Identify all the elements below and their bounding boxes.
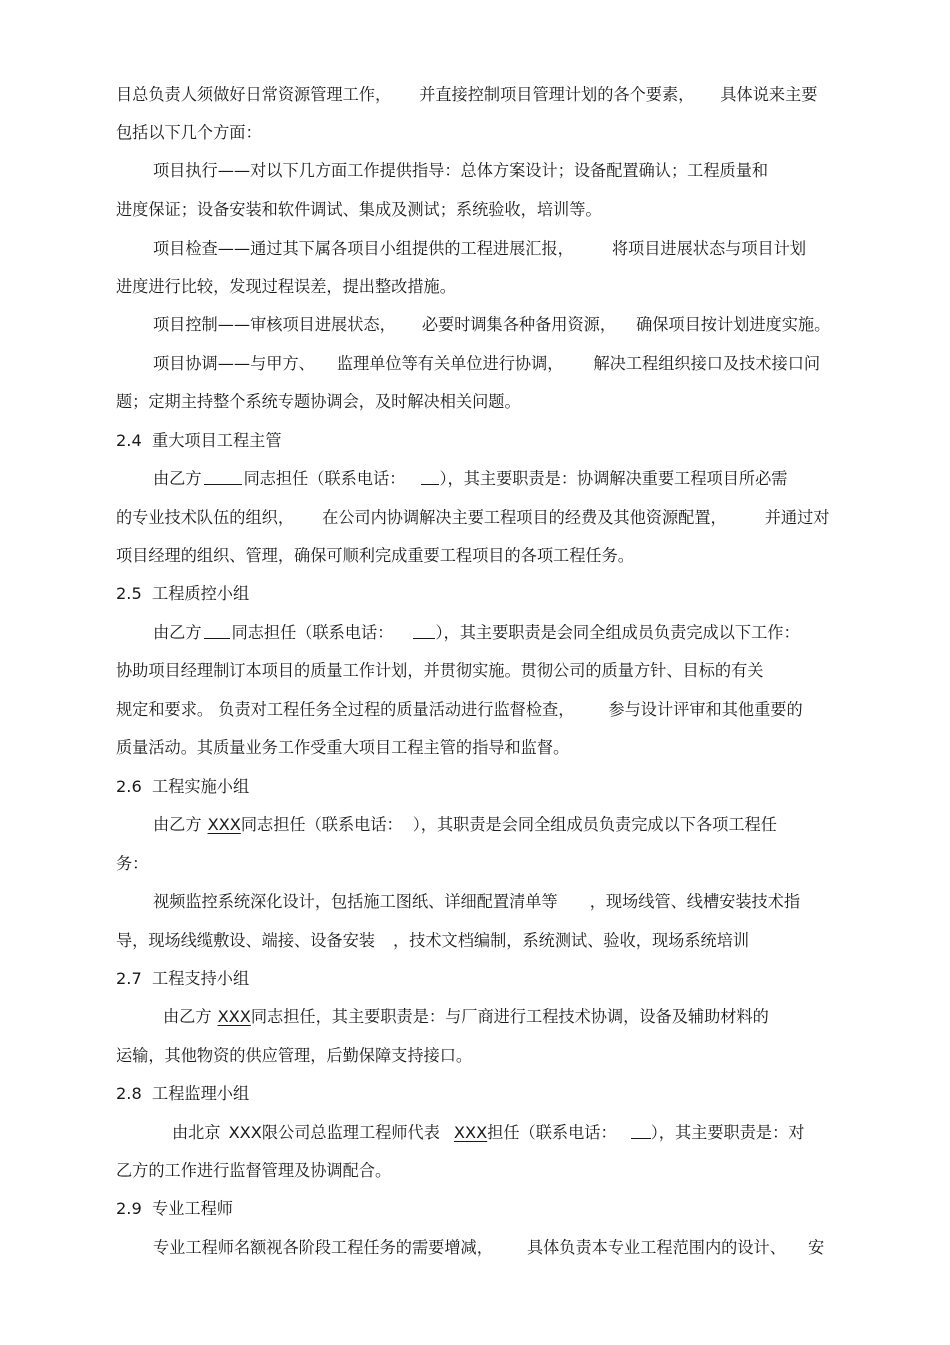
blank-field	[204, 623, 230, 639]
blank-field	[204, 469, 242, 485]
body-text-line: 视频监控系统深化设计，包括施工图纸、详细配置清单等 ，现场线管、线槽安装技术指	[153, 892, 801, 911]
body-text-line: 协助项目经理制订本项目的质量工作计划，并贯彻实施。贯彻公司的质量方针、目标的有关	[116, 661, 764, 680]
section-heading: 2.7 工程支持小组	[116, 969, 250, 988]
body-text-line: 项目协调——与甲方、 监理单位等有关单位进行协调， 解决工程组织接口及技术接口问	[153, 354, 821, 373]
body-text-line: 项目控制——审核项目进展状态， 必要时调集各种备用资源， 确保项目按计划进度实施。	[153, 315, 831, 334]
body-text-line: 由乙方 同志担任（联系电话： ），其主要职责是：协调解决重要工程项目所必需	[153, 469, 788, 488]
blank-field	[413, 623, 435, 639]
section-heading: 2.8 工程监理小组	[116, 1084, 250, 1103]
body-text-line: 专业工程师名额视各阶段工程任务的需要增减， 具体负责本专业工程范围内的设计、 安	[153, 1238, 825, 1257]
blank-field	[421, 469, 439, 485]
body-text-line: 目总负责人须做好日常资源管理工作， 并直接控制项目管理计划的各个要素， 具体说来主要	[116, 85, 818, 104]
body-text-line: 进度保证；设备安装和软件调试、集成及测试；系统验收，培训等。	[116, 200, 602, 219]
body-text-line: 由北京 XXX限公司总监理工程师代表 XXX担任（联系电话： ），其主要职责是：对	[172, 1123, 805, 1142]
body-text-line: 规定和要求。 负责对工程任务全过程的质量活动进行监督检查， 参与设计评审和其他重要的	[116, 700, 803, 719]
body-text-line: 务：	[116, 854, 149, 873]
section-heading: 2.4 重大项目工程主管	[116, 431, 282, 450]
body-text-line: 题；定期主持整个系统专题协调会，及时解决相关问题。	[116, 392, 521, 411]
body-text-line: 由乙方 同志担任（联系电话： ），其主要职责是会同全组成员负责完成以下工作：	[153, 623, 800, 642]
body-text-line: 的专业技术队伍的组织， 在公司内协调解决主要工程项目的经费及其他资源配置， 并通过对	[116, 508, 830, 527]
body-text-line: 包括以下几个方面：	[116, 123, 262, 142]
body-text-line: 项目检查——通过其下属各项目小组提供的工程进展汇报， 将项目进展状态与项目计划	[153, 239, 807, 258]
body-text-line: 由乙方 XXX同志担任（联系电话： ），其职责是会同全组成员负责完成以下各项工程任	[153, 815, 777, 834]
body-text-line: 乙方的工作进行监督管理及协调配合。	[116, 1161, 392, 1180]
blank-field	[631, 1123, 651, 1139]
body-text-line: 质量活动。其质量业务工作受重大项目工程主管的指导和监督。	[116, 738, 570, 757]
body-text-line: 导，现场线缆敷设、端接、设备安装 ，技术文档编制，系统测试、验收，现场系统培训	[116, 931, 750, 950]
section-heading: 2.5 工程质控小组	[116, 584, 250, 603]
body-text-line: 由乙方 XXX同志担任，其主要职责是：与厂商进行工程技术协调，设备及辅助材料的	[163, 1007, 769, 1026]
body-text-line: 项目执行——对以下几方面工作提供指导：总体方案设计；设备配置确认；工程质量和	[153, 161, 769, 180]
body-text-line: 项目经理的组织、管理，确保可顺利完成重要工程项目的各项工程任务。	[116, 546, 634, 565]
section-heading: 2.9 专业工程师	[116, 1199, 233, 1218]
body-text-line: 运输，其他物资的供应管理，后勤保障支持接口。	[116, 1046, 473, 1065]
body-text-line: 进度进行比较，发现过程误差，提出整改措施。	[116, 277, 456, 296]
section-heading: 2.6 工程实施小组	[116, 777, 250, 796]
